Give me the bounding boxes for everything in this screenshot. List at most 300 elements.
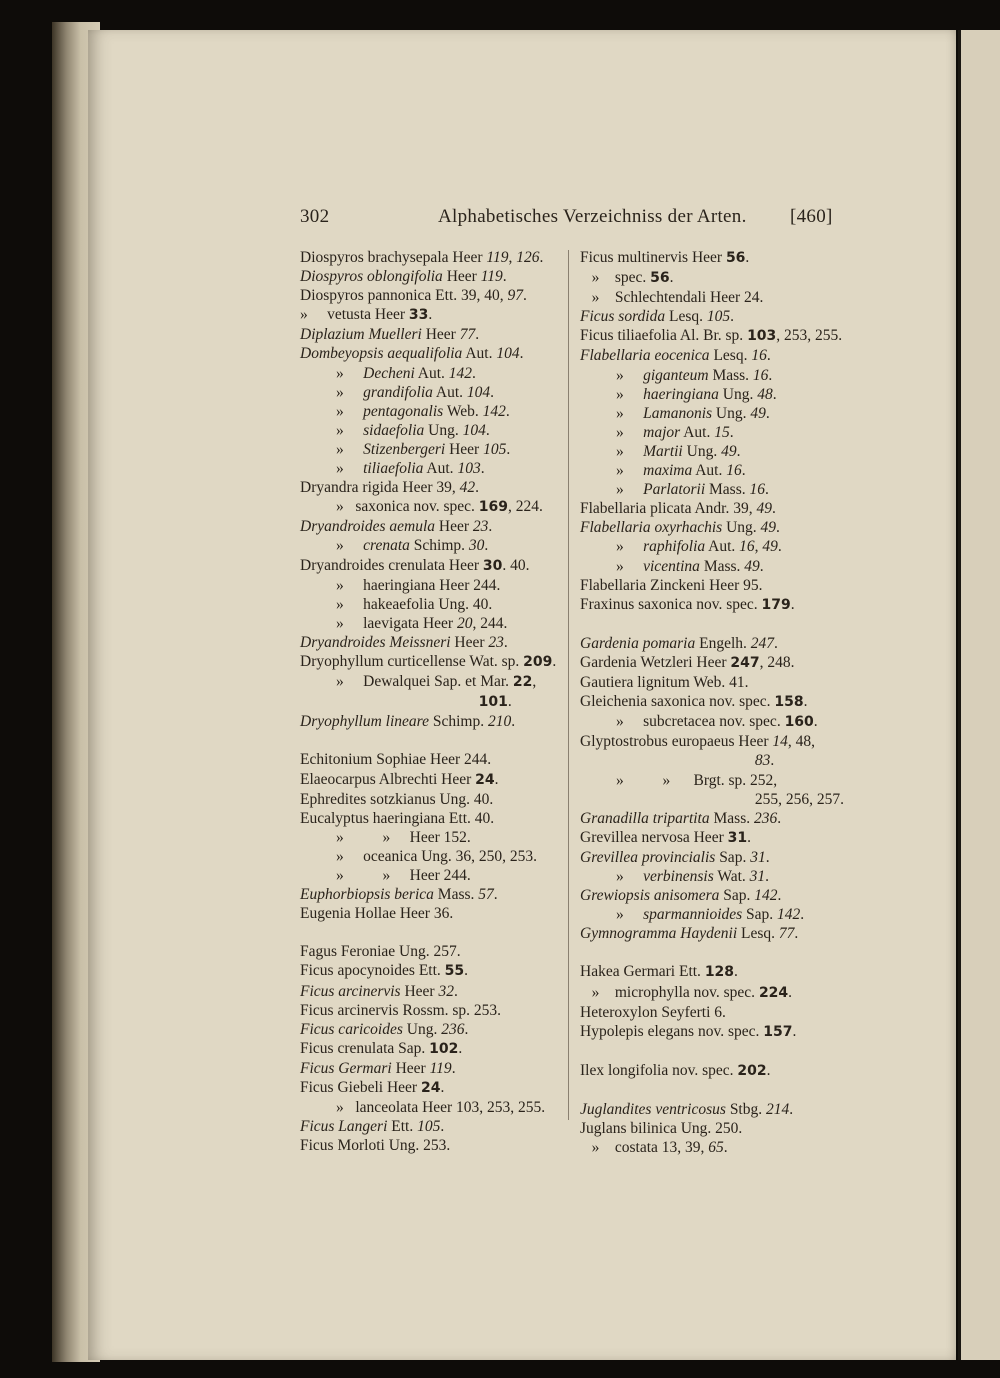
italic-text: grandifolia: [363, 383, 433, 401]
entry-text: Aut.: [462, 345, 497, 363]
entry-text: Glyptostrobus europaeus Heer: [580, 733, 773, 751]
entry-text: .: [502, 268, 507, 286]
italic-text: Flabellaria oxyrhachis: [580, 519, 723, 537]
entry-text: Mass.: [708, 366, 753, 384]
index-entry: [300, 459, 572, 478]
entry-text: Heer: [445, 440, 484, 458]
index-entry: [300, 1098, 572, 1117]
entry-text: Ung.: [712, 404, 751, 422]
index-entry: [580, 595, 850, 615]
index-entry: [580, 673, 850, 692]
entry-text: » Schlechtendali Heer 24.: [580, 289, 764, 307]
entry-text: ,: [754, 538, 763, 556]
index-entry: [580, 499, 850, 518]
index-entry: [580, 1100, 850, 1119]
entry-text: Ung.: [682, 442, 722, 460]
entry-text: » oceanica Ung. 36, 250, 253.: [336, 847, 538, 865]
entry-text: Flabellaria Zinckeni Heer 95.: [580, 576, 763, 594]
italic-text: Ficus Langeri: [300, 1118, 388, 1136]
index-entry: [300, 961, 572, 981]
entry-text: Stbg.: [725, 1101, 766, 1119]
entry-text: Aut.: [705, 538, 740, 556]
entry-text: .: [451, 1059, 456, 1077]
italic-text: 97: [507, 287, 524, 305]
page-ref-bold: 31: [727, 829, 748, 846]
index-entry: [300, 770, 572, 790]
entry-text: .: [777, 538, 782, 556]
entry-text: .: [503, 633, 508, 651]
entry-text: .: [777, 809, 782, 827]
index-entry: [300, 478, 572, 497]
italic-text: 32: [438, 982, 454, 1000]
italic-text: 16: [751, 347, 767, 365]
italic-text: 142: [754, 887, 778, 905]
entry-text: » microphylla nov. spec.: [580, 983, 759, 1001]
index-entry: [580, 326, 850, 346]
page-ref-bold: 179: [761, 596, 791, 613]
entry-text: .: [539, 249, 544, 266]
italic-text: Lamanonis: [643, 404, 713, 422]
entry-text: »: [616, 366, 644, 384]
index-entry: [300, 885, 572, 904]
italic-text: Diplazium Muelleri: [300, 326, 422, 344]
index-entry: [300, 828, 572, 847]
entry-text: .: [734, 963, 738, 981]
index-entry: [580, 537, 850, 556]
entry-text: Aut.: [680, 423, 715, 441]
entry-text: .: [736, 442, 741, 460]
page-ref-bold: 103: [747, 328, 777, 345]
entry-text: Lesq.: [709, 347, 752, 365]
entry-text: .: [794, 925, 799, 943]
entry-text: .: [494, 770, 499, 788]
italic-text: 77: [778, 925, 795, 943]
entry-text: Dryandroides crenulata Heer: [300, 556, 483, 574]
entry-text: Mass.: [433, 886, 479, 904]
index-entry: [580, 1119, 850, 1138]
italic-text: Ficus arcinervis: [300, 982, 401, 1000]
index-entry: [300, 576, 572, 595]
entry-text: ,: [532, 673, 537, 691]
entry-text: Ficus crenulata Sap.: [300, 1039, 430, 1057]
italic-text: 104: [462, 421, 486, 439]
index-entry: [580, 366, 850, 385]
entry-text: »: [616, 557, 644, 575]
entry-text: .: [458, 1039, 463, 1057]
index-entry: [300, 1001, 572, 1020]
italic-text: 83: [754, 752, 771, 770]
page-ref-bold: 202: [737, 1062, 767, 1079]
index-entry: [300, 497, 572, 517]
italic-text: 236: [753, 809, 778, 827]
entry-text: » subcretacea nov. spec.: [616, 713, 785, 731]
entry-text: Elaeocarpus Albrechti Heer: [300, 770, 476, 788]
italic-text: Dryandroides aemula: [300, 518, 436, 536]
index-entry: [300, 672, 572, 692]
page-ref-bold: 24: [475, 771, 495, 788]
italic-text: vicentina: [643, 557, 700, 575]
entry-text: .: [519, 345, 524, 363]
entry-text: Flabellaria plicata Andr. 39,: [580, 500, 757, 518]
italic-text: 49: [760, 519, 777, 537]
entry-text: Heer: [421, 326, 460, 344]
index-entry: [580, 712, 850, 732]
italic-text: Dryandroides Meissneri: [300, 633, 451, 651]
entry-text: .: [765, 868, 770, 885]
italic-text: pentagonalis: [363, 402, 444, 420]
entry-text: Fagus Feroniae Ung. 257.: [300, 943, 461, 961]
entry-text: .: [765, 404, 770, 422]
section-gap: [580, 1081, 850, 1100]
entry-text: Ung.: [402, 1020, 442, 1038]
italic-text: 104: [466, 383, 491, 401]
index-entry: [580, 518, 850, 537]
entry-text: .: [488, 518, 493, 536]
entry-text: Echitonium Sophiae Heer 244.: [300, 751, 492, 769]
index-column-right: [580, 248, 850, 1157]
entry-text: » vetusta Heer: [300, 306, 409, 324]
italic-text: 65: [708, 1139, 724, 1157]
italic-text: 30: [468, 537, 485, 555]
entry-text: Aut.: [423, 460, 458, 478]
italic-text: 142: [482, 402, 506, 420]
index-entry: [300, 750, 572, 769]
index-entry: [300, 1078, 572, 1098]
index-entry: [580, 461, 850, 480]
italic-text: 142: [777, 906, 801, 924]
index-entry: [580, 346, 850, 365]
index-entry: [580, 790, 850, 809]
entry-text: » laevigata Heer: [336, 614, 457, 632]
italic-text: Ficus Germari: [300, 1059, 392, 1077]
entry-text: Heer: [391, 1059, 430, 1077]
entry-text: » hakeaefolia Ung. 40.: [336, 595, 493, 613]
entry-text: Sap.: [719, 887, 755, 905]
entry-text: .: [485, 421, 490, 439]
entry-text: .: [789, 1101, 794, 1119]
index-entry: [300, 286, 572, 305]
entry-text: » » Brgt. sp. 252,: [616, 771, 778, 789]
index-entry: [300, 383, 572, 402]
page-ref-bold: 157: [763, 1023, 793, 1040]
entry-text: »: [336, 460, 364, 478]
italic-text: 119: [486, 249, 509, 266]
italic-text: 49: [744, 557, 760, 575]
entry-text: Hakea Germari Ett.: [580, 963, 705, 981]
italic-text: Grewiopsis anisomera: [580, 887, 720, 905]
entry-text: »: [616, 385, 644, 403]
entry-text: .: [480, 460, 485, 478]
entry-text: Ficus apocynoides Ett.: [300, 962, 445, 980]
index-entry: [300, 652, 572, 672]
index-entry: [300, 614, 572, 633]
entry-text: .: [440, 1079, 445, 1097]
index-entry: [580, 771, 850, 790]
index-entry: [580, 385, 850, 404]
index-entry: [300, 1136, 572, 1155]
entry-text: .: [493, 886, 498, 904]
index-entry: [580, 634, 850, 653]
italic-text: Gardenia pomaria: [580, 634, 696, 652]
index-entry: [580, 442, 850, 461]
italic-text: 103: [457, 460, 481, 478]
entry-text: Ung.: [722, 519, 761, 537]
index-entry: [300, 866, 572, 885]
entry-text: .: [464, 962, 469, 980]
italic-text: 49: [762, 538, 778, 556]
entry-text: Web.: [443, 402, 483, 420]
page-ref-bold: 169: [478, 499, 508, 516]
index-entry: [580, 268, 850, 288]
entry-text: Juglans bilinica Ung. 250.: [580, 1120, 743, 1138]
entry-text: »: [616, 481, 644, 499]
index-entry: [300, 556, 572, 576]
entry-text: .: [490, 383, 495, 401]
entry-text: Dryandra rigida Heer 39,: [300, 479, 460, 497]
page-ref-bold: 24: [420, 1080, 441, 1097]
entry-text: .: [741, 462, 746, 480]
index-entry: [580, 983, 850, 1003]
page-title: Alphabetisches Verzeichniss der Arten.: [438, 206, 747, 227]
index-entry: [580, 1022, 850, 1042]
section-gap: [580, 615, 850, 634]
italic-text: 105: [483, 440, 507, 458]
page-ref-bold: 247: [730, 654, 760, 671]
italic-text: major: [643, 423, 681, 441]
italic-text: Ficus caricoides: [300, 1020, 403, 1038]
entry-text: »: [336, 537, 364, 555]
italic-text: 119: [429, 1059, 452, 1077]
entry-text: » spec.: [580, 269, 651, 287]
entry-text: » haeringiana Heer 244.: [336, 576, 501, 594]
italic-text: 31: [749, 868, 766, 885]
entry-text: .: [800, 906, 805, 924]
index-entry: [300, 305, 572, 325]
italic-text: 23: [488, 633, 504, 651]
entry-text: .: [453, 982, 458, 1000]
index-entry: [580, 828, 850, 848]
entry-text: Heer: [400, 982, 439, 1000]
italic-text: Grevillea provincialis: [580, 848, 716, 866]
entry-text: .: [484, 537, 489, 555]
index-entry: [300, 536, 572, 555]
index-entry: [300, 712, 572, 731]
italic-text: 104: [496, 345, 520, 363]
bracket-page-number: [460]: [790, 206, 833, 227]
page-ref-bold: 22: [512, 674, 533, 691]
entry-text: ,: [508, 249, 517, 266]
entry-text: .: [788, 983, 793, 1001]
index-entry: [580, 867, 850, 886]
entry-text: .: [464, 1020, 469, 1038]
index-entry: [580, 732, 850, 751]
entry-text: » Dewalquei Sap. et Mar.: [336, 673, 513, 691]
italic-text: 16: [726, 462, 742, 480]
italic-text: 16: [739, 538, 755, 556]
index-entry: [300, 633, 572, 652]
italic-text: 20: [456, 614, 473, 632]
index-entry: [580, 692, 850, 712]
entry-text: .: [428, 306, 433, 324]
index-entry: [300, 904, 572, 923]
index-entry: [580, 848, 850, 867]
entry-text: .: [669, 269, 674, 287]
entry-text: Dryophyllum curticellense Wat. sp.: [300, 652, 524, 670]
entry-text: Mass.: [705, 481, 750, 499]
entry-text: , 48,: [787, 733, 816, 751]
index-entry: [580, 905, 850, 924]
index-entry: [580, 404, 850, 423]
entry-text: » costata 13, 39,: [580, 1139, 709, 1157]
entry-text: Gleichenia saxonica nov. spec.: [580, 693, 775, 711]
index-entry: [300, 267, 572, 286]
entry-text: Ficus tiliaefolia Al. Br. sp.: [580, 327, 748, 345]
entry-text: Hypolepis elegans nov. spec.: [580, 1022, 764, 1040]
index-column-left: [300, 248, 572, 1155]
entry-text: » saxonica nov. spec.: [336, 498, 479, 516]
entry-text: .: [776, 519, 780, 537]
entry-text: Mass.: [709, 809, 754, 827]
page-ref-bold: 56: [725, 250, 746, 266]
entry-text: Ficus arcinervis Rossm. sp. 253.: [300, 1001, 502, 1019]
italic-text: 77: [459, 326, 476, 344]
index-entry: [580, 307, 850, 326]
entry-text: Aut.: [692, 462, 727, 480]
index-entry: [300, 1039, 572, 1059]
index-entry: [580, 423, 850, 442]
entry-text: »: [336, 383, 364, 401]
entry-text: .: [813, 713, 818, 731]
page-ref-bold: 128: [704, 964, 735, 981]
entry-text: Schimp.: [409, 537, 469, 555]
entry-text: Lesq.: [737, 925, 779, 943]
column-divider: [568, 250, 569, 1120]
italic-text: 14: [772, 733, 788, 751]
entry-text: Diospyros pannonica Ett. 39, 40,: [300, 287, 508, 305]
entry-text: Mass.: [699, 557, 745, 575]
entry-text: »: [616, 423, 644, 441]
entry-text: .: [790, 595, 795, 613]
entry-text: Eugenia Hollae Heer 36.: [300, 905, 454, 923]
entry-text: »: [616, 462, 644, 480]
entry-text: Aut.: [432, 383, 467, 401]
entry-text: .: [523, 287, 527, 305]
italic-text: Martii: [643, 442, 683, 460]
italic-text: 49: [721, 442, 737, 460]
page-ref-bold: 158: [774, 694, 804, 711]
index-entry: [300, 847, 572, 866]
index-entry: [580, 1003, 850, 1022]
entry-text: .: [792, 1022, 797, 1040]
section-gap: [580, 943, 850, 962]
entry-text: .: [768, 366, 773, 384]
entry-text: Diospyros brachysepala Heer: [300, 249, 487, 266]
index-entry: [300, 1117, 572, 1136]
entry-text: Ficus Morloti Ung. 253.: [300, 1137, 451, 1155]
entry-text: Ung.: [424, 421, 463, 439]
italic-text: 16: [752, 366, 769, 384]
index-entry: [580, 557, 850, 576]
page-ref-bold: 33: [408, 307, 429, 324]
page-ref-bold: 160: [784, 714, 814, 731]
index-entry: [300, 982, 572, 1001]
index-entry: [580, 288, 850, 307]
index-entry: [580, 576, 850, 595]
entry-text: .: [777, 887, 782, 905]
entry-text: »: [616, 404, 644, 422]
italic-text: 142: [448, 364, 473, 382]
italic-text: 15: [714, 423, 730, 441]
section-gap: [300, 731, 572, 750]
page-ref-bold: 224: [758, 984, 789, 1001]
entry-text: »: [616, 868, 644, 885]
entry-text: Gautiera lignitum Web. 41.: [580, 674, 749, 692]
entry-text: .: [475, 326, 480, 344]
italic-text: 126: [516, 249, 540, 266]
index-entry: [300, 1059, 572, 1078]
index-entry: [580, 924, 850, 943]
italic-text: maxima: [643, 462, 693, 480]
italic-text: Flabellaria eocenica: [580, 347, 710, 365]
index-entry: [300, 790, 572, 809]
italic-text: Dryophyllum lineare: [300, 713, 429, 731]
index-entry: [300, 595, 572, 614]
entry-text: .: [505, 402, 510, 420]
page-ref-bold: 209: [523, 653, 553, 670]
italic-text: 236: [441, 1020, 465, 1038]
index-entry: [300, 325, 572, 344]
italic-text: Ficus sordida: [580, 308, 666, 326]
entry-text: Ung.: [718, 385, 758, 403]
entry-text: » » Heer 152.: [336, 828, 471, 846]
index-entry: [580, 653, 850, 673]
entry-text: .: [772, 385, 777, 403]
italic-text: 214: [766, 1101, 790, 1119]
index-entry: [300, 248, 572, 267]
italic-text: 119: [480, 268, 503, 286]
entry-text: Ephredites sotzkianus Ung. 40.: [300, 790, 494, 808]
entry-text: Grevillea nervosa Heer: [580, 828, 728, 846]
italic-text: 57: [478, 886, 494, 904]
index-entry: [300, 440, 572, 459]
entry-text: , 253, 255.: [776, 327, 843, 345]
italic-text: 42: [459, 479, 476, 497]
entry-text: Aut.: [414, 364, 449, 382]
index-entry: [300, 402, 572, 421]
entry-text: .: [511, 713, 516, 731]
entry-text: Ficus Giebeli Heer: [300, 1079, 421, 1097]
index-entry: [580, 962, 850, 982]
entry-text: .: [771, 500, 776, 518]
entry-text: »: [336, 440, 364, 458]
italic-text: 247: [750, 634, 775, 652]
entry-text: , 244.: [472, 614, 508, 632]
italic-text: verbinensis: [643, 868, 714, 885]
index-entry: [580, 886, 850, 905]
entry-text: » lanceolata Heer 103, 253, 255.: [336, 1099, 546, 1117]
italic-text: Parlatorii: [643, 481, 706, 499]
index-entry: [300, 364, 572, 383]
entry-text: .: [766, 1061, 771, 1079]
page-number: 302: [300, 206, 330, 227]
italic-text: 48: [757, 385, 773, 403]
entry-text: 255, 256, 257.: [754, 790, 844, 808]
entry-text: Gardenia Wetzleri Heer: [580, 653, 731, 671]
italic-text: 210: [488, 713, 512, 731]
entry-text: Heer: [450, 633, 489, 651]
page-ref-bold: 55: [444, 963, 465, 980]
italic-text: 105: [417, 1118, 441, 1136]
